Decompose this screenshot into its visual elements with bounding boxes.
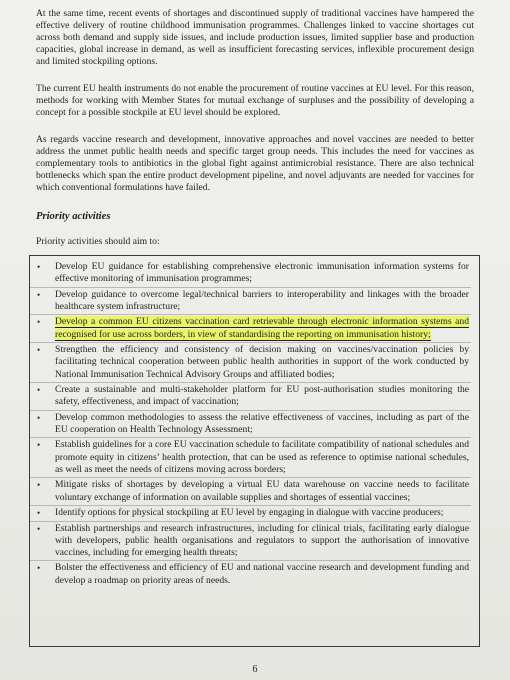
section-heading: Priority activities xyxy=(36,211,111,222)
list-item xyxy=(30,506,471,522)
list-item xyxy=(30,478,471,506)
list-item-text: Strengthen the efficiency and consistency of decision making on vaccines/vaccination policies by facilitating technical cooperation between public health authorities in support of the work conducted by National Immunisation Technical Advisory Groups and affiliated bodies; xyxy=(55,344,469,380)
paragraph-health-instruments: The current EU health instruments do not enable the procurement of routine vaccines at EU level. For this reason, methods for working with Member States for mutual exchange of surpluses and the possibility of developing a concept for a possible stockpile at EU level should be explored. xyxy=(36,83,474,118)
list-item xyxy=(30,561,471,588)
list-item xyxy=(30,522,471,562)
bullet-icon: • xyxy=(37,523,41,534)
list-item-text: Develop common methodologies to assess the relative effectiveness of vaccines, including as part of the EU cooperation on Health Technology Assessment; xyxy=(55,411,469,435)
bullet-icon: • xyxy=(37,563,41,574)
list-item-text: Establish guidelines for a core EU vaccination schedule to facilitate compatibility of national schedules and promote equity in citizens’ health protection, that can be used as reference to optimise national schedules, as well as meet the needs of citizens moving across borders; xyxy=(55,439,469,475)
bullet-icon: • xyxy=(37,345,41,356)
section-intro: Priority activities should aim to: xyxy=(36,236,160,247)
list-item xyxy=(30,260,471,288)
bullet-icon: • xyxy=(37,480,41,491)
paragraph-shortages: At the same time, recent events of shortages and discontinued supply of traditional vaccines have hampered the effective delivery of routine childhood immunisation programmes. Challenges linked to vaccine shortages cut across both demand and supply side issues, and include production issues, limited supplier base and production capacities, global increase in demand, as well as insufficient forecasting services, inflexible procurement design and limited stockpiling options. xyxy=(36,8,474,67)
bullet-icon: • xyxy=(37,289,41,300)
list-item xyxy=(30,288,471,316)
page-number: 6 xyxy=(252,664,258,675)
paragraph-research-development: As regards vaccine research and development, innovative approaches and novel vaccines are needed to better address the unmet public health needs and specific target group needs. This includes the need for vaccines as complementary tools to antibiotics in the global fight against antimicrobial resistance. There are also technical bottlenecks which span the entire product development pipeline, and novel adjuvants are needed for vaccines for which conventional formulations have failed. xyxy=(36,134,474,193)
list-item xyxy=(30,438,471,478)
list-item xyxy=(30,411,471,439)
bullet-icon: • xyxy=(37,508,41,519)
bullet-icon: • xyxy=(37,385,41,396)
list-item-text: Develop a common EU citizens vaccination card retrievable through electronic information systems and recognised for use across borders, in view of standardising the reporting on immunisation history; xyxy=(55,316,469,340)
list-item-text: Establish partnerships and research infrastructures, including for clinical trials, facilitating early dialogue with developers, public health organisations and regulators to support the authorisation of innovative vaccines, including for emerging health threats; xyxy=(55,522,469,558)
list-item-text: Bolster the effectiveness and efficiency of EU and national vaccine research and development funding and develop a roadmap on priority areas of needs. xyxy=(55,562,469,586)
list-item xyxy=(30,383,471,411)
activities-box xyxy=(29,255,480,647)
activities-list xyxy=(30,256,479,588)
list-item-highlighted xyxy=(30,315,471,343)
list-item xyxy=(30,343,471,383)
bullet-icon: • xyxy=(37,440,41,451)
bullet-icon: • xyxy=(37,412,41,423)
bullet-icon: • xyxy=(37,317,41,328)
list-item-text: Identify options for physical stockpiling at EU level by engaging in dialogue with vaccine producers; xyxy=(55,507,444,519)
bullet-icon: • xyxy=(37,262,41,272)
list-item-text: Create a sustainable and multi-stakeholder platform for EU post-authorisation studies monitoring the safety, effectiveness, and impact of vaccination; xyxy=(55,384,469,408)
list-item-text: Mitigate risks of shortages by developing a virtual EU data warehouse on vaccine needs to facilitate voluntary exchange of information on available supplies and shortages of essential vaccines; xyxy=(55,479,469,503)
list-item-text: Develop EU guidance for establishing comprehensive electronic immunisation information systems for effective monitoring of immunisation programmes; xyxy=(55,261,469,285)
list-item-text: Develop guidance to overcome legal/technical barriers to interoperability and linkages with the broader healthcare system infrastructure; xyxy=(55,288,469,312)
